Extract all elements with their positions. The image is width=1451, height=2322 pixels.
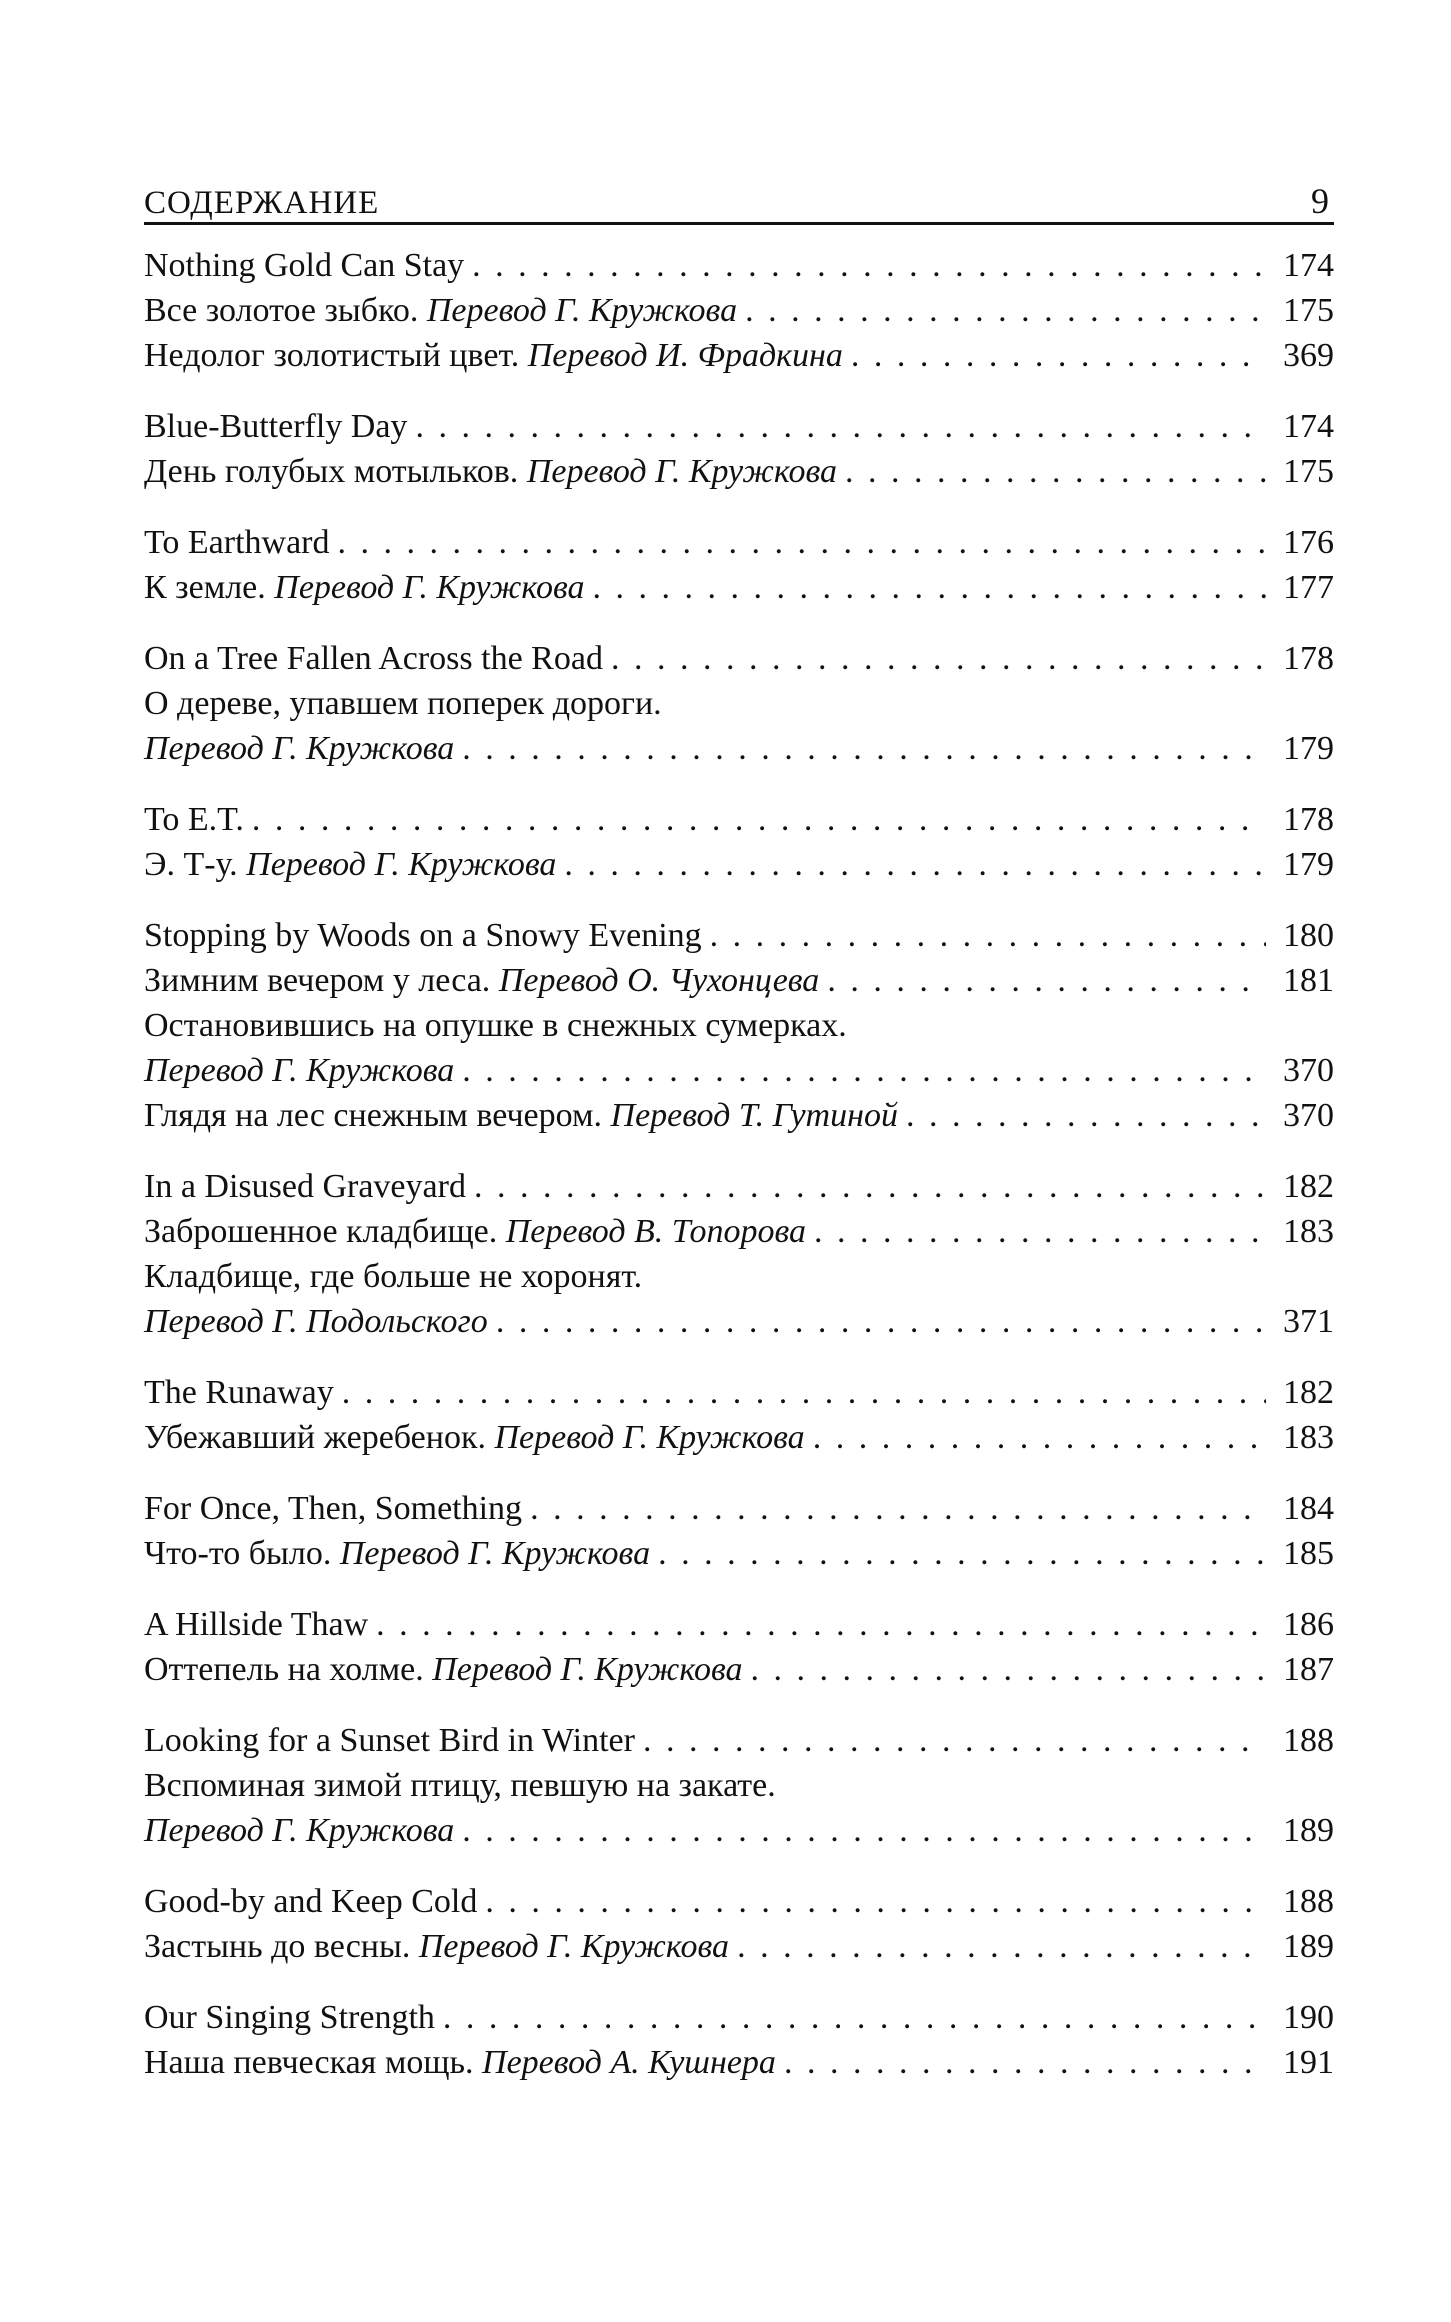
entry-text: On a Tree Fallen Across the Road — [144, 640, 603, 677]
entry-page-number: 370 — [1283, 1052, 1334, 1089]
toc-entry — [144, 636, 1334, 681]
entry-title — [144, 726, 454, 771]
translator-credit: Перевод А. Кушнера — [482, 2044, 776, 2081]
entry-title — [144, 797, 244, 842]
toc-entry — [144, 1370, 1334, 1415]
dot-leader — [658, 1531, 1266, 1576]
dot-leader — [784, 2040, 1266, 2085]
toc-entry — [144, 404, 1334, 449]
dot-leader — [643, 1718, 1266, 1763]
entry-page-number: 189 — [1283, 1928, 1334, 1965]
dot-leader — [472, 243, 1266, 288]
toc-group — [144, 913, 1334, 1138]
entry-text: Что-то было. — [144, 1535, 340, 1572]
entry-title — [144, 1254, 642, 1299]
entry-title — [144, 681, 662, 726]
dot-leader — [611, 636, 1266, 681]
entry-page-number: 185 — [1283, 1535, 1334, 1572]
entry-text: Э. Т-у. — [144, 846, 247, 883]
entry-title — [144, 913, 702, 958]
dot-leader — [462, 1048, 1266, 1093]
translator-credit: Перевод Г. Кружкова — [426, 292, 738, 329]
toc-entry — [144, 797, 1334, 842]
entry-title — [144, 1995, 435, 2040]
entry-text: The Runaway — [144, 1374, 334, 1411]
entry-title — [144, 1924, 729, 1969]
toc-entry — [144, 1718, 1334, 1763]
dot-leader — [750, 1647, 1266, 1692]
toc-group — [144, 520, 1334, 610]
toc-entry — [144, 913, 1334, 958]
dot-leader — [462, 726, 1266, 771]
entry-page-number: 183 — [1283, 1213, 1334, 1250]
entry-page-number: 176 — [1283, 524, 1334, 561]
entry-title — [144, 1647, 742, 1692]
dot-leader — [415, 404, 1266, 449]
translator-credit: Перевод Г. Кружкова — [144, 1052, 455, 1089]
entry-text: Застынь до весны. — [144, 1928, 419, 1965]
toc-entry — [144, 1415, 1334, 1460]
translator-credit: Перевод Г. Кружкова — [144, 1812, 455, 1849]
entry-title — [144, 1164, 466, 1209]
entry-title — [144, 1209, 806, 1254]
dot-leader — [710, 913, 1266, 958]
translator-credit: Перевод И. Фрадкина — [527, 337, 843, 374]
dot-leader — [906, 1093, 1266, 1138]
toc-group — [144, 1879, 1334, 1969]
toc-entry — [144, 1879, 1334, 1924]
toc-entry — [144, 1647, 1334, 1692]
dot-leader — [496, 1299, 1266, 1344]
dot-leader — [745, 288, 1266, 333]
toc-group — [144, 797, 1334, 887]
entry-text: Зимним вечером у леса. — [144, 962, 499, 999]
translator-credit: Перевод В. Топорова — [505, 1213, 807, 1250]
toc-entry — [144, 1209, 1334, 1254]
translator-credit: Перевод Г. Кружкова — [432, 1651, 743, 1688]
entry-title — [144, 1003, 847, 1048]
page-number: 9 — [1311, 181, 1330, 221]
entry-title — [144, 288, 737, 333]
dot-leader — [814, 1209, 1266, 1254]
dot-leader — [376, 1602, 1266, 1647]
entry-text: Остановившись на опушке в снежных сумерках. — [144, 1007, 847, 1044]
entry-text: Глядя на лес снежным вечером. — [144, 1097, 611, 1134]
entry-page-number: 190 — [1283, 1999, 1334, 2036]
toc-group — [144, 636, 1334, 771]
entry-text: День голубых мотыльков. — [144, 453, 527, 490]
entry-page-number: 369 — [1283, 337, 1334, 374]
entry-text: To Earthward — [144, 524, 330, 561]
entry-title — [144, 1048, 454, 1093]
dot-leader — [845, 449, 1266, 494]
entry-page-number: 178 — [1283, 640, 1334, 677]
translator-credit: Перевод Г. Кружкова — [144, 730, 455, 767]
entry-page-number: 175 — [1283, 453, 1334, 490]
toc-entry — [144, 1808, 1334, 1853]
entry-title — [144, 243, 464, 288]
translator-credit: Перевод Г. Подольского — [144, 1303, 488, 1340]
entry-text: О дереве, упавшем поперек дороги. — [144, 685, 662, 722]
entry-title — [144, 1299, 488, 1344]
toc-group — [144, 404, 1334, 494]
toc-entry — [144, 1254, 1334, 1299]
entry-page-number: 191 — [1283, 2044, 1334, 2081]
entry-title — [144, 1718, 635, 1763]
toc-group — [144, 1718, 1334, 1853]
translator-credit: Перевод Г. Кружкова — [526, 453, 838, 490]
entry-text: Кладбище, где больше не хоронят. — [144, 1258, 643, 1295]
toc-group — [144, 1370, 1334, 1460]
entry-text: A Hillside Thaw — [144, 1606, 369, 1643]
toc-group — [144, 1602, 1334, 1692]
translator-credit: Перевод Г. Кружкова — [494, 1419, 805, 1456]
entry-text: Looking for a Sunset Bird in Winter — [144, 1722, 635, 1759]
entry-page-number: 179 — [1283, 846, 1334, 883]
translator-credit: Перевод Г. Кружкова — [339, 1535, 651, 1572]
toc-entry — [144, 1299, 1334, 1344]
entry-title — [144, 1370, 334, 1415]
toc-entry — [144, 1763, 1334, 1808]
entry-text: Our Singing Strength — [144, 1999, 435, 2036]
entry-text: Вспоминая зимой птицу, певшую на закате. — [144, 1767, 776, 1804]
translator-credit: Перевод О. Чухонцева — [498, 962, 820, 999]
toc-entry — [144, 1602, 1334, 1647]
entry-title — [144, 842, 556, 887]
toc-entry — [144, 1048, 1334, 1093]
dot-leader — [851, 333, 1266, 378]
entry-text: Blue-Butterfly Day — [144, 408, 408, 445]
entry-title — [144, 1602, 368, 1647]
entry-title — [144, 1093, 898, 1138]
entry-page-number: 187 — [1283, 1651, 1334, 1688]
entry-title — [144, 449, 837, 494]
dot-leader — [342, 1370, 1266, 1415]
dot-leader — [443, 1995, 1266, 2040]
entry-text: Наша певческая мощь. — [144, 2044, 483, 2081]
entry-text: К земле. — [144, 569, 275, 606]
entry-page-number: 371 — [1283, 1303, 1334, 1340]
entry-text: Good-by and Keep Cold — [144, 1883, 478, 1920]
entry-text: To E.T. — [144, 801, 244, 838]
entry-title — [144, 1808, 454, 1853]
entry-page-number: 188 — [1283, 1722, 1334, 1759]
dot-leader — [564, 842, 1266, 887]
entry-page-number: 174 — [1283, 247, 1334, 284]
toc-entry — [144, 520, 1334, 565]
translator-credit: Перевод Г. Кружкова — [418, 1928, 730, 1965]
entry-title — [144, 958, 819, 1003]
dot-leader — [827, 958, 1266, 1003]
entry-title — [144, 1531, 650, 1576]
dot-leader — [252, 797, 1266, 842]
dot-leader — [593, 565, 1267, 610]
entry-page-number: 174 — [1283, 408, 1334, 445]
toc-entry — [144, 1003, 1334, 1048]
entry-page-number: 178 — [1283, 801, 1334, 838]
entry-page-number: 183 — [1283, 1419, 1334, 1456]
toc-entry — [144, 333, 1334, 378]
toc-entry — [144, 243, 1334, 288]
translator-credit: Перевод Т. Гутиной — [610, 1097, 898, 1134]
toc-entry — [144, 288, 1334, 333]
entry-page-number: 182 — [1283, 1168, 1334, 1205]
entry-title — [144, 1763, 776, 1808]
entry-text: Nothing Gold Can Stay — [144, 247, 465, 284]
toc-entry — [144, 726, 1334, 771]
toc-entry — [144, 1486, 1334, 1531]
entry-title — [144, 1486, 522, 1531]
entry-page-number: 177 — [1283, 569, 1334, 606]
dot-leader — [813, 1415, 1266, 1460]
entry-page-number: 180 — [1283, 917, 1334, 954]
dot-leader — [485, 1879, 1266, 1924]
dot-leader — [462, 1808, 1266, 1853]
toc-entry — [144, 958, 1334, 1003]
entry-title — [144, 565, 585, 610]
toc-entry — [144, 2040, 1334, 2085]
entry-text: Убежавший жеребенок. — [144, 1419, 495, 1456]
entry-text: Оттепель на холме. — [144, 1651, 433, 1688]
entry-page-number: 179 — [1283, 730, 1334, 767]
entry-page-number: 182 — [1283, 1374, 1334, 1411]
toc-entry — [144, 1995, 1334, 2040]
translator-credit: Перевод Г. Кружкова — [274, 569, 585, 606]
dot-leader — [737, 1924, 1266, 1969]
toc-entry — [144, 1924, 1334, 1969]
entry-title — [144, 520, 330, 565]
toc-entry — [144, 1531, 1334, 1576]
entry-text: Недолог золотистый цвет. — [144, 337, 528, 374]
entry-title — [144, 333, 843, 378]
toc-group — [144, 1164, 1334, 1344]
toc-entry — [144, 1093, 1334, 1138]
running-head — [144, 170, 1334, 225]
entry-text: Stopping by Woods on a Snowy Evening — [144, 917, 702, 954]
entry-page-number: 175 — [1283, 292, 1334, 329]
dot-leader — [530, 1486, 1266, 1531]
entry-title — [144, 2040, 776, 2085]
translator-credit: Перевод Г. Кружкова — [246, 846, 557, 883]
entry-title — [144, 404, 407, 449]
entry-title — [144, 1415, 805, 1460]
section-title: СОДЕРЖАНИЕ — [144, 185, 380, 221]
entry-text: In a Disused Graveyard — [144, 1168, 466, 1205]
entry-page-number: 181 — [1283, 962, 1334, 999]
entry-title — [144, 636, 603, 681]
entry-page-number: 370 — [1283, 1097, 1334, 1134]
toc-group — [144, 1995, 1334, 2085]
dot-leader — [338, 520, 1267, 565]
entry-text: For Once, Then, Something — [144, 1490, 523, 1527]
toc-entry — [144, 449, 1334, 494]
entry-text: Все золотое зыбко. — [144, 292, 427, 329]
toc-entry — [144, 681, 1334, 726]
book-page — [144, 170, 1334, 2111]
toc-group — [144, 1486, 1334, 1576]
entry-page-number: 184 — [1283, 1490, 1334, 1527]
entry-page-number: 189 — [1283, 1812, 1334, 1849]
entry-title — [144, 1879, 477, 1924]
toc-entry — [144, 842, 1334, 887]
toc-group — [144, 243, 1334, 378]
toc-entry — [144, 565, 1334, 610]
entry-page-number: 186 — [1283, 1606, 1334, 1643]
table-of-contents — [144, 243, 1334, 2085]
entry-text: Заброшенное кладбище. — [144, 1213, 506, 1250]
toc-entry — [144, 1164, 1334, 1209]
entry-page-number: 188 — [1283, 1883, 1334, 1920]
dot-leader — [474, 1164, 1266, 1209]
